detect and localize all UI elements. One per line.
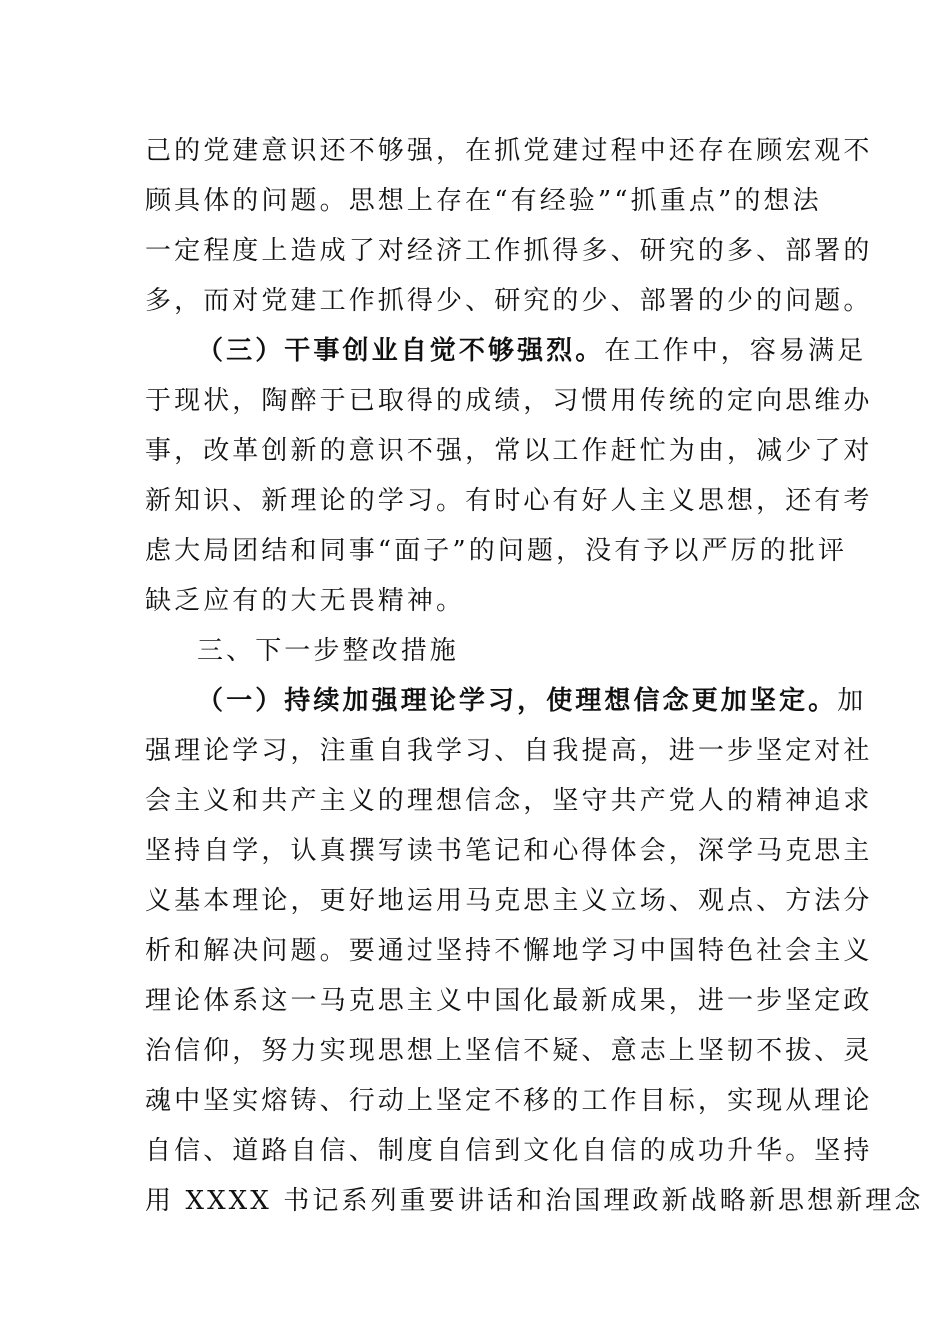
body-line: 理论体系这一马克思主义中国化最新成果，进一步坚定政 xyxy=(145,986,873,1016)
body-line: 一定程度上造成了对经济工作抓得多、研究的多、部署的 xyxy=(145,236,873,266)
body-line: 己的党建意识还不够强，在抓党建过程中还存在顾宏观不 xyxy=(145,136,873,166)
body-line: 魂中坚实熔铸、行动上坚定不移的工作目标，实现从理论 xyxy=(145,1086,873,1116)
item-three-heading: （三）干事创业自觉不够强烈。 xyxy=(197,336,605,366)
body-line: 析和解决问题。要通过坚持不懈地学习中国特色社会主义 xyxy=(145,936,873,966)
body-line: 虑大局团结和同事“面子”的问题，没有予以严厉的批评 xyxy=(145,536,848,566)
body-line: 强理论学习，注重自我学习、自我提高，进一步坚定对社 xyxy=(145,736,873,766)
item-one-first-line xyxy=(145,676,867,726)
section-three-heading: 三、下一步整改措施 xyxy=(197,636,459,666)
item-one-first-line-text: 加 xyxy=(837,686,867,716)
body-line: 自信、道路自信、制度自信到文化自信的成功升华。坚持 xyxy=(145,1136,873,1166)
item-three-first-line xyxy=(145,326,867,376)
body-line: 会主义和共产主义的理想信念，坚守共产党人的精神追求 xyxy=(145,786,873,816)
item-three-first-line-text: 在工作中，容易满足 xyxy=(604,336,867,366)
body-line: 事，改革创新的意识不强，常以工作赶忙为由，减少了对 xyxy=(145,436,873,466)
item-one-heading: （一）持续加强理论学习，使理想信念更加坚定。 xyxy=(197,686,838,716)
document-body xyxy=(145,126,924,1226)
body-line: 坚持自学，认真撰写读书笔记和心得体会，深学马克思主 xyxy=(145,836,873,866)
body-line: 缺乏应有的大无畏精神。 xyxy=(145,586,466,616)
body-line: 新知识、新理论的学习。有时心有好人主义思想，还有考 xyxy=(145,486,873,516)
body-line: 治信仰，努力实现思想上坚信不疑、意志上坚韧不拔、灵 xyxy=(145,1036,873,1066)
body-line: 义基本理论，更好地运用马克思主义立场、观点、方法分 xyxy=(145,886,873,916)
body-line: 顾具体的问题。思想上存在“有经验”“抓重点”的想法 xyxy=(145,186,822,216)
body-line: 于现状，陶醉于已取得的成绩，习惯用传统的定向思维办 xyxy=(145,386,873,416)
body-line: 多，而对党建工作抓得少、研究的少、部署的少的问题。 xyxy=(145,286,873,316)
body-line: 用 XXXX 书记系列重要讲话和治国理政新战略新思想新理念 xyxy=(145,1186,924,1216)
